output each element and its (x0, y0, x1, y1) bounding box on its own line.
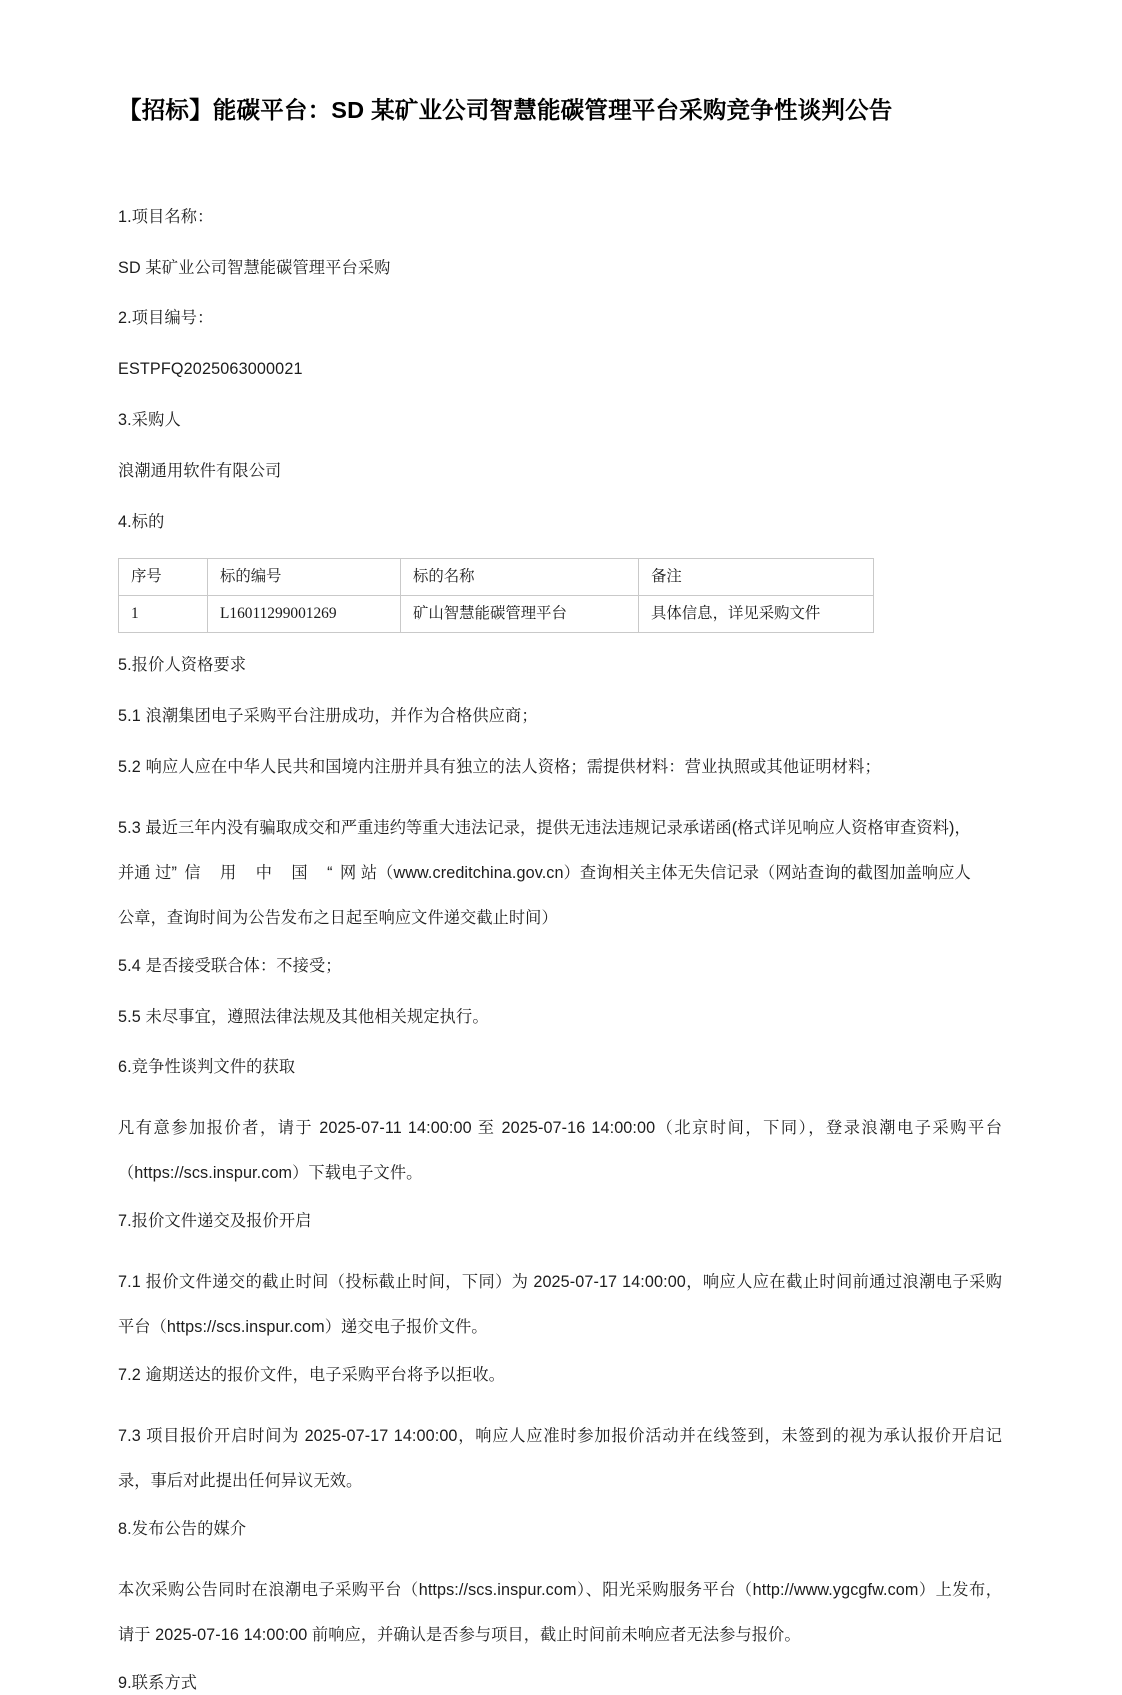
table-header-row (119, 558, 874, 595)
section-7-label: 7.报价文件递交及报价开启 (118, 1212, 312, 1231)
column-header-name: 标的名称 (401, 558, 639, 595)
section-2-label: 2.项目编号： (118, 309, 214, 328)
section-5-4: 5.4 是否接受联合体：不接受； (118, 956, 342, 975)
cell-note: 具体信息，详见采购文件 (639, 596, 874, 633)
section-5-1: 5.1 浪潮集团电子采购平台注册成功，并作为合格供应商； (118, 707, 538, 726)
document-body (118, 205, 1002, 1695)
section-5-2: 5.2 响应人应在中华人民共和国境内注册并具有独立的法人资格；需提供材料：营业执照或其他证明材料； (118, 758, 881, 777)
section-5-3-line-1: 5.3 最近三年内没有骗取成交和严重违约等重大违法记录，提供无违法违规记录承诺函(格式详见响应人资格审查资料)， (118, 818, 971, 837)
section-4-label: 4.标的 (118, 512, 165, 531)
section-8-label: 8.发布公告的媒介 (118, 1519, 247, 1538)
table-row (119, 596, 874, 633)
column-header-code: 标的编号 (208, 558, 401, 595)
section-3-label: 3.采购人 (118, 410, 181, 429)
cell-code: L16011299001269 (208, 596, 401, 633)
section-5-label: 5.报价人资格要求 (118, 656, 247, 675)
section-5-3-line-3: 公章，查询时间为公告发布之日起至响应文件递交截止时间） (118, 908, 558, 927)
section-1-label: 1.项目名称： (118, 207, 214, 226)
purchaser-value: 浪潮通用软件有限公司 (118, 461, 282, 480)
project-name-value: SD 某矿业公司智慧能碳管理平台采购 (118, 258, 391, 277)
column-header-note: 备注 (639, 558, 874, 595)
page-title: 【招标】能碳平台：SD 某矿业公司智慧能碳管理平台采购竞争性谈判公告 (118, 97, 893, 123)
section-5-3-prefix: 并通 过 (118, 863, 172, 882)
section-9-label: 9.联系方式 (118, 1673, 198, 1692)
section-5-3-quoted-site: ”信 用 中 国 “ (171, 863, 340, 882)
section-6-body: 凡有意参加报价者，请于 2025-07-11 14:00:00 至 2025-07-16 14:00:00（北京时间，下同），登录浪潮电子采购平台（https://scs.inspur.com）下载电子文件。 (118, 1119, 1002, 1183)
project-number-value: ESTPFQ2025063000021 (118, 360, 303, 379)
cell-seq: 1 (119, 596, 208, 633)
section-7-3: 7.3 项目报价开启时间为 2025-07-17 14:00:00，响应人应准时参加报价活动并在线签到，未签到的视为承认报价开启记录，事后对此提出任何异议无效。 (118, 1426, 1002, 1490)
section-7-1: 7.1 报价文件递交的截止时间（投标截止时间，下同）为 2025-07-17 14:00:00，响应人应在截止时间前通过浪潮电子采购平台（https://scs.inspur.com）递交电子报价文件。 (118, 1273, 1002, 1337)
section-6-label: 6.竞争性谈判文件的获取 (118, 1058, 296, 1077)
section-8-body: 本次采购公告同时在浪潮电子采购平台（https://scs.inspur.com）、阳光采购服务平台（http://www.ygcgfw.com）上发布，请于 2025-07-16 14:00:00 前响应，并确认是否参与项目，截止时间前未响应者无法参与报价。 (118, 1580, 1002, 1644)
column-header-seq: 序号 (119, 558, 208, 595)
cell-name: 矿山智慧能碳管理平台 (401, 596, 639, 633)
section-5-3-line-2 (118, 851, 1002, 896)
section-5-3-suffix: 网 站（www.creditchina.gov.cn）查询相关主体无失信记录（网站查询的截图加盖响应人 (340, 863, 971, 882)
bid-item-table (118, 558, 874, 634)
section-5-5: 5.5 未尽事宜，遵照法律法规及其他相关规定执行。 (118, 1007, 489, 1026)
section-7-2: 7.2 逾期送达的报价文件，电子采购平台将予以拒收。 (118, 1366, 506, 1385)
